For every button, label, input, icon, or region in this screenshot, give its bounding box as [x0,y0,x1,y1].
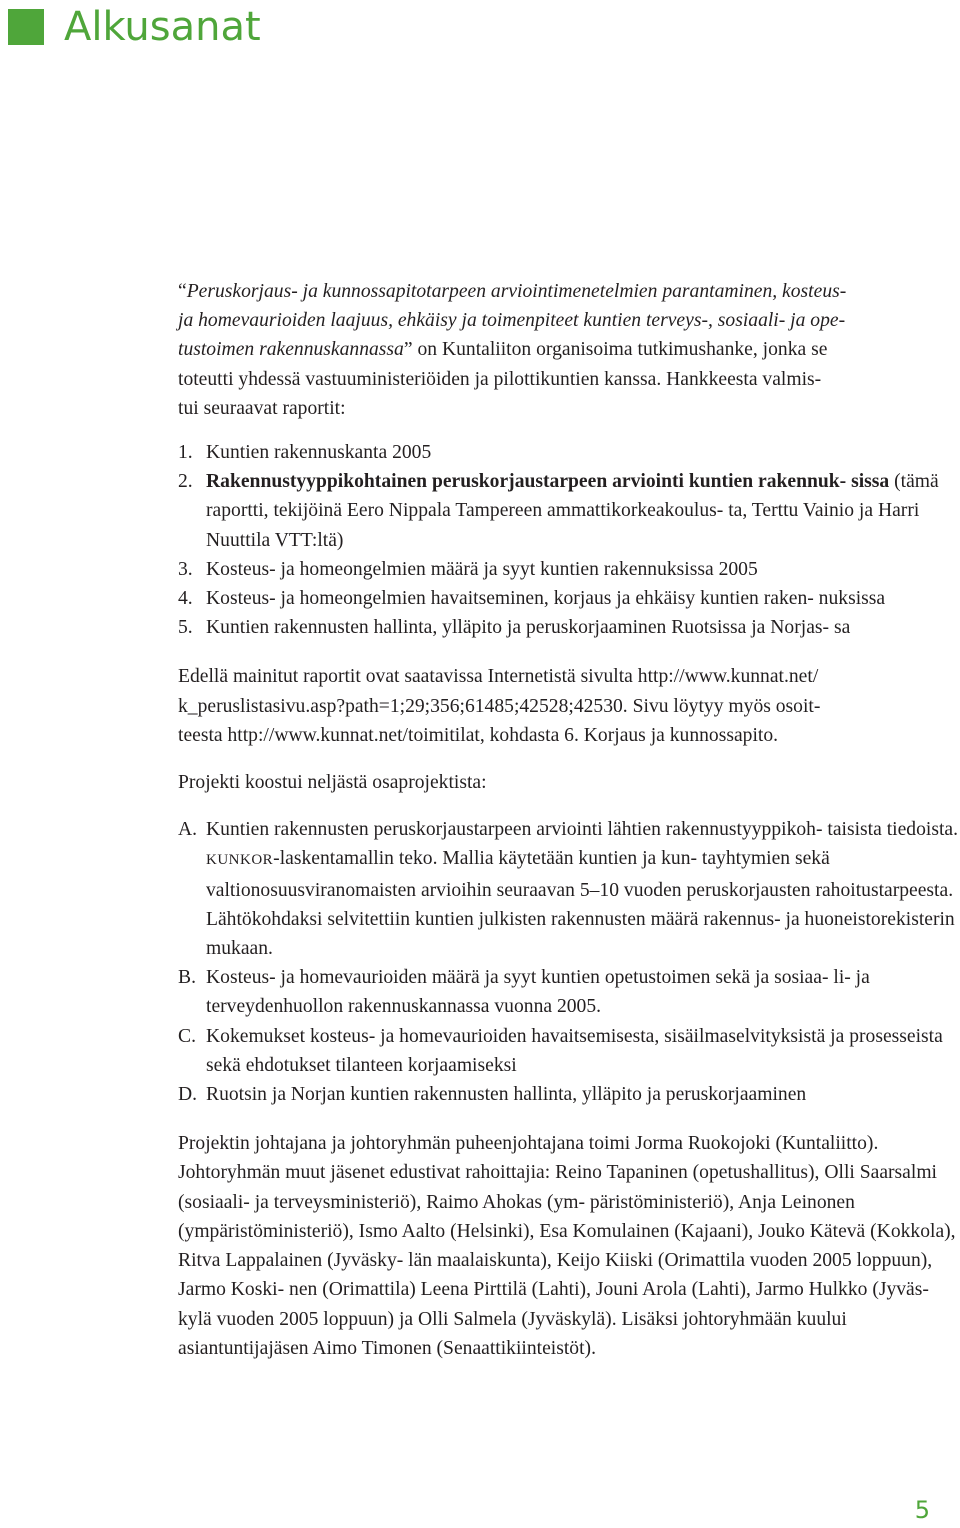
list-letter: B. [178,967,196,989]
availability-line3: teesta http://www.kunnat.net/toimitilat, kohdasta 6. Korjaus ja kunnossapito. [178,724,779,746]
report-title [206,467,958,555]
quote-close: ” [403,339,413,361]
list-item [178,584,958,613]
intro-line5: tui seuraavat raportit: [178,397,346,419]
list-item [178,815,958,963]
report-title: Kuntien rakennuskanta 2005 [206,442,432,464]
section-marker-square [8,9,44,45]
report-title: Kosteus- ja homeongelmien määrä ja syyt kuntien rakennuksissa 2005 [206,558,758,580]
subproject-text-part: -laskentamallin teko. Mallia käytetään kuntien ja kun- tayhtymien sekä valtionosuusviranomaisten arvioihin seuraavan 5–10 vuoden peruskorjausten rahoitustarpeesta. Lähtökohdaksi selvitettiin kuntien julkisten rakennusten määrä rakennus- ja huoneistorekisterin mukaan. [206,848,955,960]
list-letter: C. [178,1025,196,1047]
list-number: 5. [178,617,193,639]
subproject-text: Ruotsin ja Norjan kuntien rakennusten hallinta, ylläpito ja peruskorjaaminen [206,1084,807,1106]
intro-line3-rest: on Kuntaliiton organisoima tutkimushanke, jonka se [412,339,828,361]
list-item [178,963,958,1021]
availability-line1: Edellä mainitut raportit ovat saatavissa Internetistä sivulta http://www.kunnat.net/ [178,666,819,688]
list-number: 1. [178,442,193,464]
list-item [178,1022,958,1080]
list-item [178,467,958,555]
reports-list [178,438,958,642]
report-details: (tämä raportti, tekijöinä Eero Nippala Tampereen ammattikorkeakoulus- ta, Terttu Vainio ja Harri Nuuttila VTT:ltä) [206,471,939,551]
page-header [8,5,261,49]
kunkor-smallcaps: KUNKOR [206,852,274,869]
intro-line4: toteutti yhdessä vastuuministeriöiden ja pilottikuntien kanssa. Hankkeesta valmis- [178,368,822,390]
list-item [178,613,958,642]
report-bold-title: Rakennustyyppikohtainen peruskorjaustarpeen arviointi kuntien rakennuk- sissa [206,471,890,493]
steering-group-paragraph: Projektin johtajana ja johtoryhmän puheenjohtajana toimi Jorma Ruokojoki (Kuntaliitto). Johtoryhmän muut jäsenet edustivat rahoittajia: Reino Tapaninen (opetushallitus), Olli Saarsalmi (sosiaali- ja terveysministeriö), Raimo Ahokas (ym- päristöministeriö), Anja Leinonen (ympäristöministeriö), Ismo Aalto (Helsinki), Esa Komulainen (Kajaani), Jouko Kätevä (Kokkola), Ritva Lappalainen (Jyväsky- län maalaiskunta), Keijo Kiiski (Orimattila vuoden 2005 loppuun), Jarmo Koski- nen (Orimattila) Leena Pirttilä (Lahti), Jouni Arola (Lahti), Jarmo Hulkko (Jyväs- kylä vuoden 2005 loppuun) ja Olli Salmela (Jyväskylä). Lisäksi johtoryhmään kuului asiantuntijajäsen Aimo Timonen (Senaattikiinteistöt). [178,1133,956,1359]
availability-line2: k_peruslistasivu.asp?path=1;29;356;61485;42528;42530. Sivu löytyy myös osoit- [178,695,821,717]
quote-open: “ [178,281,187,302]
subproject-text-part: Kuntien rakennusten peruskorjaustarpeen arviointi lähtien rakennustyyppikoh- taisista tiedoista. [206,819,958,841]
list-item [178,555,958,584]
list-item [178,438,958,467]
intro-paragraph [178,277,958,423]
subproject-text: Kosteus- ja homevaurioiden määrä ja syyt kuntien opetustoimen sekä ja sosiaa- li- ja terveydenhuollon rakennuskannassa vuonna 2005. [206,967,870,1018]
subprojects-intro: Projekti koostui neljästä osaprojektista: [178,772,487,794]
subproject-text: Kokemukset kosteus- ja homevaurioiden havaitsemisesta, sisäilmaselvityksistä ja prosesseista sekä ehdotukset tilanteen korjaamiseksi [206,1025,943,1076]
availability-paragraph [178,662,958,750]
page-title: Alkusanat [64,4,261,50]
report-title: Kuntien rakennusten hallinta, ylläpito ja peruskorjaaminen Ruotsissa ja Norjas- sa [206,617,851,639]
list-number: 3. [178,558,193,580]
list-number: 2. [178,471,193,493]
main-content [178,277,958,1363]
subprojects-list [178,815,958,1109]
list-letter: A. [178,819,198,841]
subproject-text [206,815,958,963]
project-title-line2: ja homevaurioiden laajuus, ehkäisy ja toimenpiteet kuntien terveys-, sosiaali- ja ope- [178,310,846,332]
report-title: Kosteus- ja homeongelmien havaitseminen, korjaus ja ehkäisy kuntien raken- nuksissa [206,588,886,610]
project-title-line1: Peruskorjaus- ja kunnossapitotarpeen arviointimenetelmien parantaminen, kosteus- [186,281,847,302]
list-item [178,1080,958,1109]
list-letter: D. [178,1084,198,1106]
list-number: 4. [178,588,193,610]
project-title-line3: tustoimen rakennuskannassa [178,339,404,361]
page-number: 5 [914,1496,930,1524]
